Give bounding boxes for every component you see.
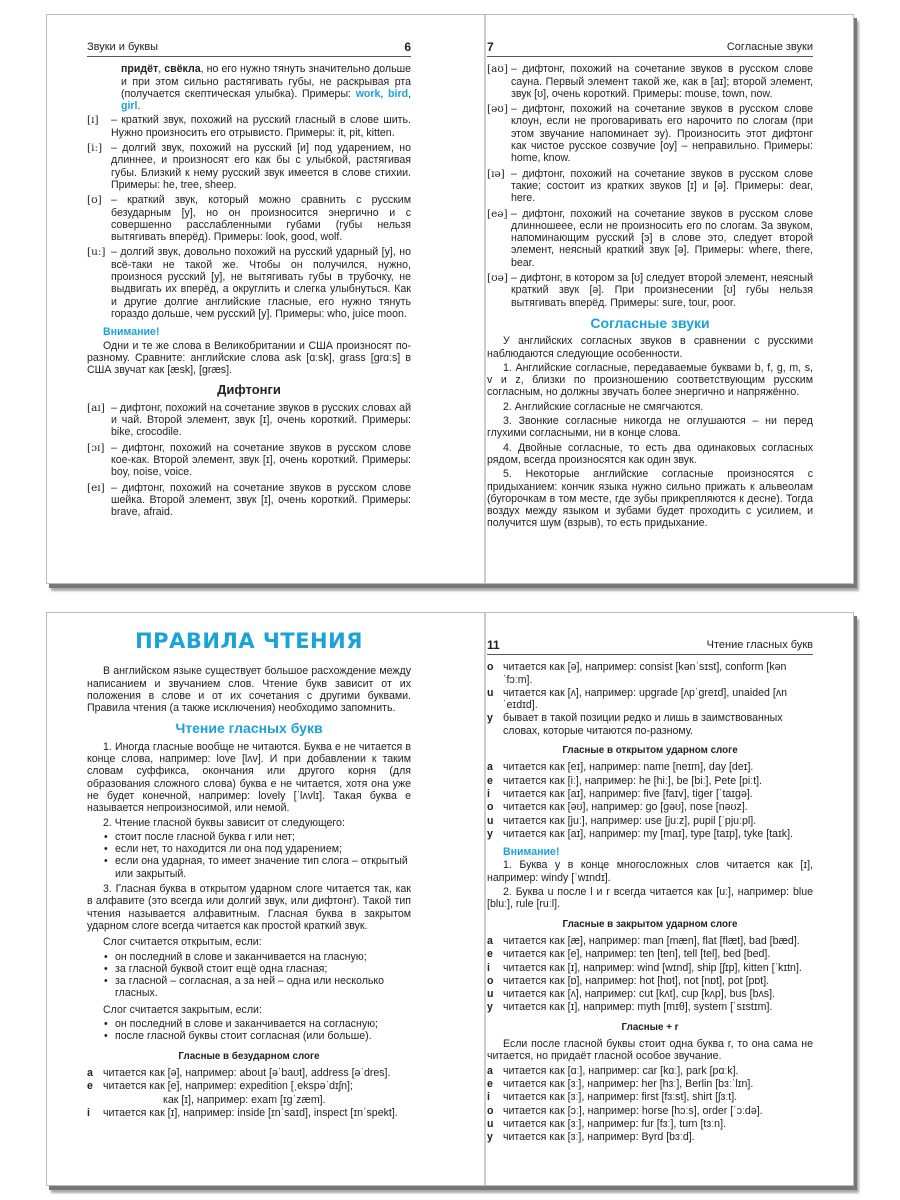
section-heading: Дифтонги (217, 382, 281, 398)
bullet-item: • стоит после гласной буква r или нет; (115, 831, 411, 843)
vowel-letter: o (487, 661, 494, 674)
text: . (137, 100, 141, 113)
vowel-rule-row (487, 935, 813, 947)
r-intro: Если после гласной буквы стоит одна буква r, то она сама не читается, но придаёт гласной особое звучание. (487, 1038, 813, 1063)
vowel-letter: i (487, 961, 490, 974)
sound-symbol: [əʊ] (487, 103, 508, 116)
rule-paragraph: 2. Чтение гласной буквы зависит от следующего: (103, 816, 345, 829)
diphthong-entry (487, 272, 813, 309)
bullet-item: • если нет, то находится ли она под ударением; (115, 843, 411, 855)
subheading: Гласные в открытом ударном слоге (562, 745, 738, 757)
vowel-rule: читается как [æ], например: man [mæn], flat [flæt], bad [bæd]. (503, 934, 800, 947)
vowel-letter: a (487, 1064, 493, 1077)
ru-word: свёкла (164, 63, 201, 76)
vowel-rule-row (487, 712, 813, 737)
bullet-list (87, 1018, 411, 1043)
subheading: Гласные в закрытом ударном слоге (562, 918, 738, 930)
page-number: 11 (487, 638, 500, 652)
vowel-rule: читается как [juː], например: use [juːz], pupil [ˈpjuːpl]. (503, 814, 757, 827)
subheading: Гласные в безударном слоге (178, 1050, 320, 1062)
bullet-list (87, 951, 411, 1000)
gutter (484, 613, 486, 1185)
page-6 (87, 15, 411, 583)
vowel-letter: y (487, 827, 493, 840)
rule-item: 3. Звонкие согласные никогда не оглушаются – ни перед глухими согласными, ни в конце слова. (487, 415, 813, 440)
rule-item: 4. Двойные согласные, то есть два одинаковых согласных рядом, всегда произносятся как один звук. (487, 441, 813, 466)
sound-entry (87, 114, 411, 139)
sound-description: – дифтонг, похожий на сочетание звуков в русском слове длинношеее, если не произносить его по слогам. За звуком, напоминающим русский [э] в слове это, следует второй элемент, неясный краткий звук [ə]. Примеры: where, there, bear. (511, 207, 813, 269)
sound-description: – дифтонг, похожий на сочетание звуков в русском слове шейка. Второй элемент, звук [ɪ], очень короткий. Примеры: brave, afraid. (111, 481, 411, 519)
vowel-letter: a (87, 1066, 93, 1079)
sound-description: – дифтонг, похожий на сочетание звуков в русском слове такие; состоит из кратких звуков [ɪ] и [ə]. Примеры: dear, here. (511, 167, 813, 205)
vowel-rule-row (487, 661, 813, 686)
vowel-rule: читается как [ɜː], например: Byrd [bɜːd]. (503, 1131, 695, 1144)
vowel-letter: o (487, 1104, 494, 1117)
vowel-rule: читается как [əʊ], например: go [ɡəʊ], nose [nəʊz]. (503, 801, 748, 814)
diphthong-entry (87, 402, 411, 439)
chapter-title: ПРАВИЛА ЧТЕНИЯ (135, 629, 363, 653)
vowel-rule-row (487, 687, 813, 712)
vowel-letter (87, 1094, 103, 1106)
vowel-rule-row (487, 962, 813, 974)
vowel-rule: читается как [e], например: ten [ten], tell [tel], bed [bed]. (503, 948, 771, 961)
subheading: Гласные + r (621, 1021, 679, 1033)
gutter (484, 15, 486, 583)
vowel-letter: e (487, 774, 493, 787)
vowel-letter: y (487, 1131, 493, 1144)
vowel-rule-row (487, 775, 813, 787)
vowel-rule: как [ɪ], например: exam [ɪɡˈzæm]. (163, 1093, 326, 1106)
vowel-letter: e (87, 1080, 93, 1093)
vowel-rule-row (87, 1094, 411, 1106)
rule-paragraph: 3. Гласная буква в открытом ударном слоге читается так, как в алфавите (это всегда или долгий звук, или дифтонг). Такой тип чтения называется алфавитным. Гласная буква в закрытом ударном слоге всегда читается как простой краткий звук. (87, 883, 411, 932)
sound-symbol: [iː] (87, 142, 103, 155)
sound-symbol: [ɔɪ] (87, 441, 105, 454)
vowel-rule-row (487, 1065, 813, 1077)
vowel-letter: a (487, 761, 493, 774)
vowel-rule: читается как [aɪ], например: five [faɪv], tiger [ˈtaɪɡə]. (503, 787, 753, 800)
vowel-rule-row (487, 1001, 813, 1013)
running-head (487, 15, 813, 57)
vowel-rule-row (487, 1118, 813, 1130)
vowel-rule-row (487, 801, 813, 813)
vowel-rule: читается как [e], например: expedition [ˌekspəˈdɪʃn]; (103, 1080, 353, 1093)
text: , но его нужно тянуть значительно дольше и при этом сильно растягивать губы, не раскрывая рта (получается скептическая улыбка). Примеры: (121, 63, 411, 100)
vowel-rule: читается как [ɜː], например: fur [fɜː], turn [tɜːn]. (503, 1117, 726, 1130)
section-heading: Чтение гласных букв (175, 720, 323, 737)
closed-syllable-def: Слог считается закрытым, если: (103, 1003, 262, 1016)
vowel-letter: u (487, 686, 494, 699)
running-head (87, 15, 411, 57)
bullet-list (87, 831, 411, 880)
note-item: 2. Буква u после l и r всегда читается как [uː], например: blue [bluː], rule [ruːl]. (487, 886, 813, 911)
bullet-item: • после гласной буквы стоит согласная (или больше). (115, 1030, 411, 1042)
sound-symbol: [eə] (487, 207, 508, 220)
sound-description: – дифтонг, похожий на сочетание звуков в русском слове кое-как. Второй элемент, звук [ɪ], очень короткий. Примеры: boy, noise, voice. (111, 441, 411, 479)
note-text: Одни и те же слова в Великобритании и США произносят по-разному. Сравните: английские слова ask [ɑːsk], grass [ɡrɑːs] в США звучат как [æsk], [ɡræs]. (87, 339, 411, 377)
sound-description: – дифтонг, похожий на сочетание звуков в русских словах ай и чай. Второй элемент, звук [ɪ], очень короткий. Примеры: bike, crocodile. (111, 401, 411, 439)
sound-description: – краткий звук, похожий на русский гласный в слове шить. Нужно произносить его отрывисто. Примеры: it, pit, kitten. (111, 114, 411, 139)
running-head-title: Согласные звуки (726, 41, 813, 53)
sound-description: – дифтонг, в котором за [ʊ] следует второй элемент, неясный краткий звук [ə]. При произнесении [ʊ] губы нельзя вытягивать вперёд. Примеры: sure, tour, poor. (511, 272, 813, 309)
vowel-letter: i (487, 1091, 490, 1104)
sound-symbol: [aɪ] (87, 401, 105, 414)
vowel-rule: бывает в такой позиции редко и лишь в заимствованных словах, которые читаются по-разному. (503, 712, 783, 737)
vowel-letter: u (487, 1117, 494, 1130)
ru-word: придёт (121, 63, 159, 76)
note-title: Внимание! (503, 846, 560, 859)
bullet-item: • он последний в слове и заканчивается на гласную; (115, 951, 411, 963)
rule-item: 5. Некоторые английские согласные произносятся с придыханием: кончик языка нужно сильно прижать к альвеолам (бугорочкам в том месте, где зубы прикрепляются к десне). Тогда воздух между языком и зубами будет проходить с усилием, и получится шум (взрыв), то есть придыхание. (487, 468, 813, 530)
vowel-rule-row (487, 788, 813, 800)
diphthong-entry (487, 63, 813, 100)
text: , (380, 87, 389, 100)
vowel-rule: читается как [ʌ], например: cut [kʌt], cup [kʌp], bus [bʌs]. (503, 988, 775, 1001)
note-item: 1. Буква y в конце многосложных слов читается как [ɪ], например: windy [ˈwɪndɪ]. (487, 859, 813, 884)
diphthong-entry (487, 208, 813, 269)
vowel-rule: читается как [ɔː], например: horse [hɔːs], order [ˈɔːdə]. (503, 1104, 763, 1117)
sound-description: – долгий звук, похожий на русский [и] под ударением, но длиннее, и произносят его как бы с улыбкой, растягивая губы. Близкий к нему русский звук имеется в слове стихии. Примеры: he, tree, sheep. (111, 142, 411, 191)
vowel-rule-row (87, 1080, 411, 1092)
sound-entry (87, 142, 411, 191)
vowel-letter: a (487, 934, 493, 947)
vowel-rule: читается как [ɪ], например: inside [ɪnˈsaɪd], inspect [ɪnˈspekt]. (103, 1106, 398, 1119)
book-spread-bottom (46, 612, 854, 1186)
vowel-rule-row (487, 815, 813, 827)
bullet-item: • он последний в слове и заканчивается на согласную; (115, 1018, 411, 1030)
rule-item: 2. Английские согласные не смягчаются. (503, 400, 704, 413)
vowel-rule: читается как [ɒ], например: hot [hɒt], not [nɒt], pot [pɒt]. (503, 974, 770, 987)
vowel-letter: o (487, 974, 494, 987)
vowel-rule: читается как [eɪ], например: name [neɪm], day [deɪ]. (503, 761, 754, 774)
vowel-rule: читается как [ɜː], например: first [fɜːst], shirt [ʃɜːt]. (503, 1091, 738, 1104)
sound-description: – краткий звук, который можно сравнить с русским безударным [у], но он произносится энергично и с совершенно расслабленными губами (губы нельзя вытягивать вперёд). Примеры: look, good, wolf. (111, 194, 411, 244)
page-number: 7 (487, 40, 494, 54)
vowel-rule-row (487, 975, 813, 987)
running-head-title: Чтение гласных букв (706, 639, 813, 651)
example-word: bird (388, 87, 409, 100)
vowel-rule-row (487, 1131, 813, 1143)
note-title: Внимание! (103, 326, 160, 339)
diphthong-entry (87, 482, 411, 519)
sound-description: – дифтонг, похожий на сочетание звуков в русском слове клоун, если не проговаривать его нарочито по слогам (при этом звучание напоминает эу). Произносить этот дифтонг как чистое русское созвучие [оу] – неправильно. Примеры: home, know. (511, 103, 813, 165)
page-number: 6 (404, 40, 411, 54)
vowel-rule: читается как [aɪ], например: my [maɪ], type [taɪp], tyke [taɪk]. (503, 827, 793, 840)
sound-entry (87, 246, 411, 320)
vowel-rule: читается как [ɪ], например: wind [wɪnd], ship [ʃɪp], kitten [ˈkɪtn]. (503, 961, 802, 974)
vowel-letter: y (487, 712, 493, 725)
section-heading: Согласные звуки (590, 314, 710, 331)
page-10 (87, 613, 411, 1185)
sound-description: – дифтонг, похожий на сочетание звуков в русском слове сауна. Первый элемент такой же, как в [aɪ]; второй элемент, звук [ʊ], очень короткий. Примеры: mouse, town, now. (511, 63, 813, 100)
rule-paragraph: 1. Иногда гласные вообще не читаются. Буква e не читается в конце слова, например: love [lʌv]. И при добавлении к таким словам суффикса, окончания или другого корня (для образования сложного слова) буква e не читается, хотя она уже не будет конечной, например: lovely [ˈlʌvlɪ]. Такая буква e называется непроизносимой, или немой. (87, 740, 411, 815)
sound-symbol: [uː] (87, 246, 106, 259)
diphthong-entry (87, 442, 411, 479)
vowel-rule-row (87, 1107, 411, 1119)
sound-symbol: [ɪ] (87, 114, 99, 127)
page-7 (487, 15, 813, 583)
vowel-rule-row (487, 828, 813, 840)
vowel-letter: u (487, 814, 494, 827)
open-syllable-def: Слог считается открытым, если: (103, 936, 262, 949)
vowel-letter: e (487, 948, 493, 961)
example-word: girl (121, 100, 138, 113)
vowel-letter: u (487, 988, 494, 1001)
vowel-rule: читается как [ɑː], например: car [kɑː], park [pɑːk]. (503, 1064, 739, 1077)
vowel-rule-row (487, 1105, 813, 1117)
text: , (408, 87, 411, 100)
sound-description: – долгий звук, довольно похожий на русский ударный [у], но всё-таки не такой же. Чтобы он получился, нужно, произнося русский [у], не вытягивать губы в трубочку, не выдвигать их вперёд, а округлить и слегка улыбнуться. Как и другие долгие английские гласные, его нужно тянуть гораздо дольше, чем русский [у]. Примеры: who, juice moon. (111, 246, 411, 320)
book-spread-top (46, 14, 854, 584)
running-head (487, 613, 813, 655)
example-word: work (355, 87, 381, 100)
vowel-rule: читается как [ʌ], например: upgrade [ʌpˈɡreɪd], unaided [ʌnˈeɪdɪd]. (503, 686, 788, 712)
sound-symbol: [ʊ] (87, 194, 102, 207)
vowel-rule: читается как [iː], например: he [hiː], be [biː], Pete [piːt]. (503, 774, 763, 787)
vowel-rule-row (487, 988, 813, 1000)
sound-symbol: [ɪə] (487, 167, 505, 180)
continued-paragraph (121, 63, 411, 112)
vowel-rule-row (487, 1078, 813, 1090)
vowel-rule-row (487, 761, 813, 773)
sound-symbol: [eɪ] (87, 481, 105, 494)
vowel-rule-row (487, 948, 813, 960)
vowel-rule-row (487, 1091, 813, 1103)
sound-symbol: [aʊ] (487, 63, 508, 76)
vowel-rule: читается как [ɜː], например: her [hɜː], Berlin [bɜːˈlɪn]. (503, 1077, 754, 1090)
rule-item: 1. Английские согласные, передаваемые буквами b, f, g, m, s, v и z, близки по произношению соответствующим русским согласным, но должны звучать более энергично и напряжённо. (487, 361, 813, 399)
bullet-item: • если она ударная, то имеет значение тип слога – открытый или закрытый. (115, 855, 411, 880)
vowel-rule: читается как [ə], например: about [əˈbaʊt], address [əˈdres]. (103, 1066, 391, 1079)
vowel-letter: i (487, 787, 490, 800)
sound-entry (87, 194, 411, 243)
intro-paragraph: У английских согласных звуков в сравнении с русскими наблюдаются следующие особенности. (487, 335, 813, 360)
vowel-letter: y (487, 1001, 493, 1014)
intro-paragraph: В английском языке существует большое расхождение между написанием и звучанием слов. Чтение букв зависит от их положения в слове и от их сочетания с другими буквами. Правила чтения (а также исключения) необходимо запомнить. (87, 665, 411, 715)
diphthong-entry (487, 168, 813, 205)
vowel-letter: i (87, 1106, 90, 1119)
vowel-rule: читается как [ɪ], например: myth [mɪθ], system [ˈsɪstɪm]. (503, 1001, 773, 1014)
diphthong-entry (487, 103, 813, 164)
vowel-letter: o (487, 801, 494, 814)
bullet-item: • за гласной – согласная, а за ней – одна или несколько гласных. (115, 975, 411, 1000)
running-head-title: Звуки и буквы (87, 41, 159, 53)
vowel-rule-row (87, 1067, 411, 1079)
page-11 (487, 613, 813, 1185)
vowel-rule: читается как [ə], например: consist [kənˈsɪst], conform [kənˈfɔːm]. (503, 661, 787, 686)
sound-symbol: [ʊə] (487, 272, 508, 285)
text: , (158, 63, 165, 76)
vowel-letter: e (487, 1077, 493, 1090)
bullet-item: • за гласной буквой стоит ещё одна гласная; (115, 963, 411, 975)
